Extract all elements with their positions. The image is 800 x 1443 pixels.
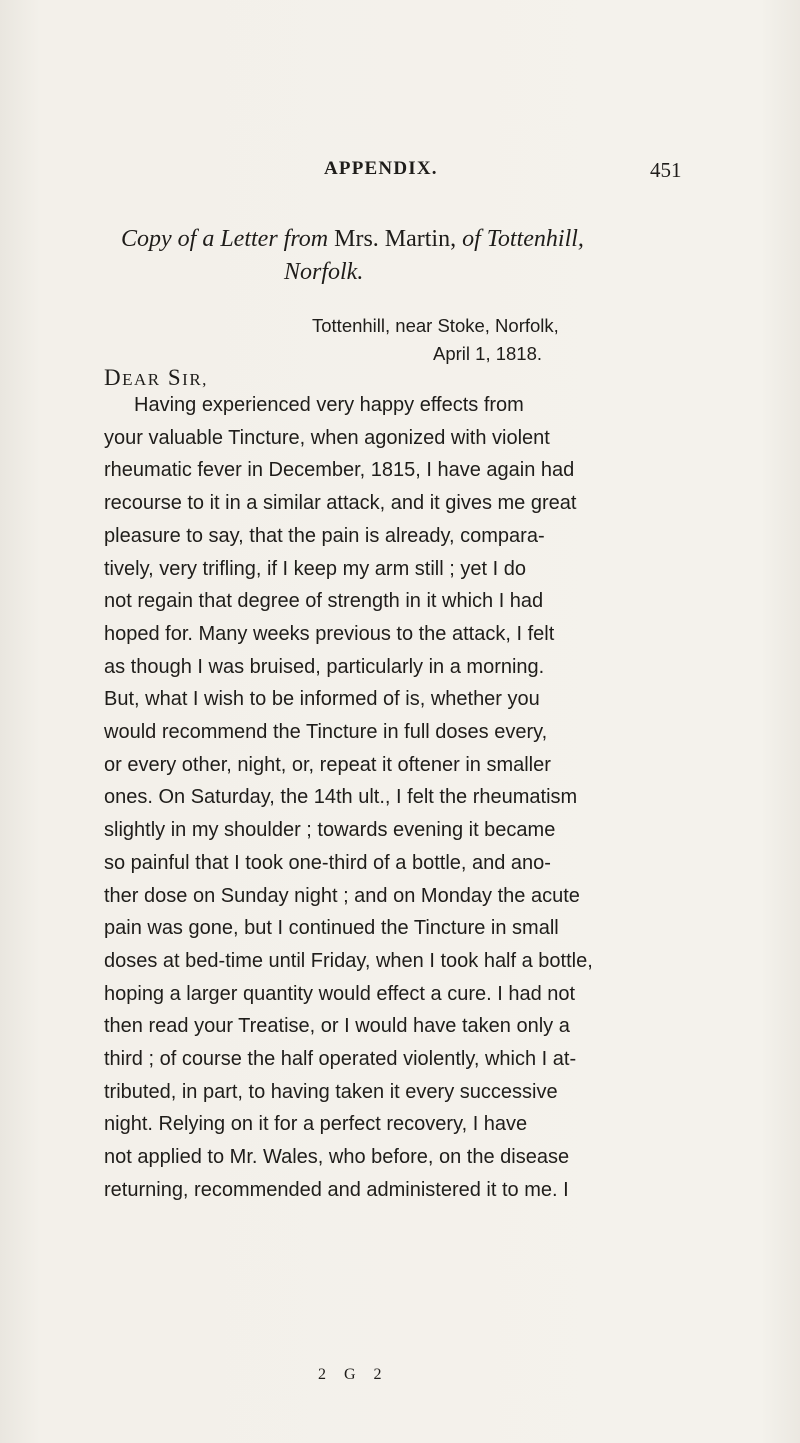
body-line: not applied to Mr. Wales, who before, on the disease bbox=[104, 1146, 570, 1169]
body-line: slightly in my shoulder ; towards evening it became bbox=[104, 819, 556, 842]
body-line: not regain that degree of strength in it which I had bbox=[104, 590, 544, 613]
body-line: But, what I wish to be informed of is, whether you bbox=[104, 688, 540, 711]
body-line: would recommend the Tincture in full doses every, bbox=[104, 721, 548, 744]
page-number: 451 bbox=[650, 158, 682, 182]
body-line: or every other, night, or, repeat it oftener in smaller bbox=[104, 753, 551, 776]
salutation bbox=[104, 365, 208, 391]
body-line: your valuable Tincture, when agonized with violent bbox=[104, 426, 550, 449]
body-line: as though I was bruised, particularly in a morning. bbox=[104, 655, 545, 678]
heading-italic-3: Norfolk. bbox=[284, 259, 364, 285]
signature-mark: 2 G 2 bbox=[318, 1366, 389, 1383]
body-line: recourse to it in a similar attack, and it gives me great bbox=[104, 492, 577, 515]
body-line: doses at bed-time until Friday, when I took half a bottle, bbox=[104, 949, 593, 972]
address-date: April 1, 1818. bbox=[433, 343, 543, 364]
heading-line-2 bbox=[105, 256, 685, 289]
body-line: tributed, in part, to having taken it every successive bbox=[104, 1080, 558, 1103]
body-line: so painful that I took one-third of a bottle, and ano- bbox=[104, 851, 551, 874]
heading-italic-2: of Tottenhill, bbox=[462, 226, 584, 252]
body-line: hoped for. Many weeks previous to the attack, I felt bbox=[104, 622, 555, 645]
body-line: pleasure to say, that the pain is already, compara- bbox=[104, 524, 545, 547]
body-line: returning, recommended and administered it to me. I bbox=[104, 1178, 569, 1201]
address-line-1: Tottenhill, near Stoke, Norfolk, bbox=[312, 315, 559, 336]
letter-address bbox=[290, 312, 690, 368]
body-line: ones. On Saturday, the 14th ult., I felt the rheumatism bbox=[104, 786, 578, 809]
body-line: pain was gone, but I continued the Tincture in small bbox=[104, 917, 559, 940]
body-line: then read your Treatise, or I would have taken only a bbox=[104, 1015, 570, 1038]
heading-name: Mrs. Martin, bbox=[328, 226, 463, 252]
body-line: third ; of course the half operated violently, which I at- bbox=[104, 1048, 577, 1071]
salutation-ear: EAR bbox=[122, 370, 161, 389]
body-line: rheumatic fever in December, 1815, I have again had bbox=[104, 459, 575, 482]
running-head bbox=[0, 158, 800, 188]
salutation-d: D bbox=[104, 365, 123, 390]
heading-line-1 bbox=[105, 223, 685, 256]
body-line: ther dose on Sunday night ; and on Monday the acute bbox=[104, 884, 580, 907]
salutation-s: S bbox=[167, 365, 183, 390]
heading-italic-1: Copy of a Letter from bbox=[121, 226, 329, 252]
letter-body bbox=[104, 389, 674, 1207]
running-head-title: APPENDIX. bbox=[324, 158, 438, 179]
body-line: night. Relying on it for a perfect recovery, I have bbox=[104, 1113, 528, 1136]
body-line: tively, very trifling, if I keep my arm still ; yet I do bbox=[104, 557, 526, 580]
body-line: Having experienced very happy effects from bbox=[134, 394, 524, 416]
salutation-ir: IR, bbox=[182, 370, 208, 389]
body-line: hoping a larger quantity would effect a cure. I had not bbox=[104, 982, 576, 1005]
letter-heading bbox=[105, 223, 685, 289]
